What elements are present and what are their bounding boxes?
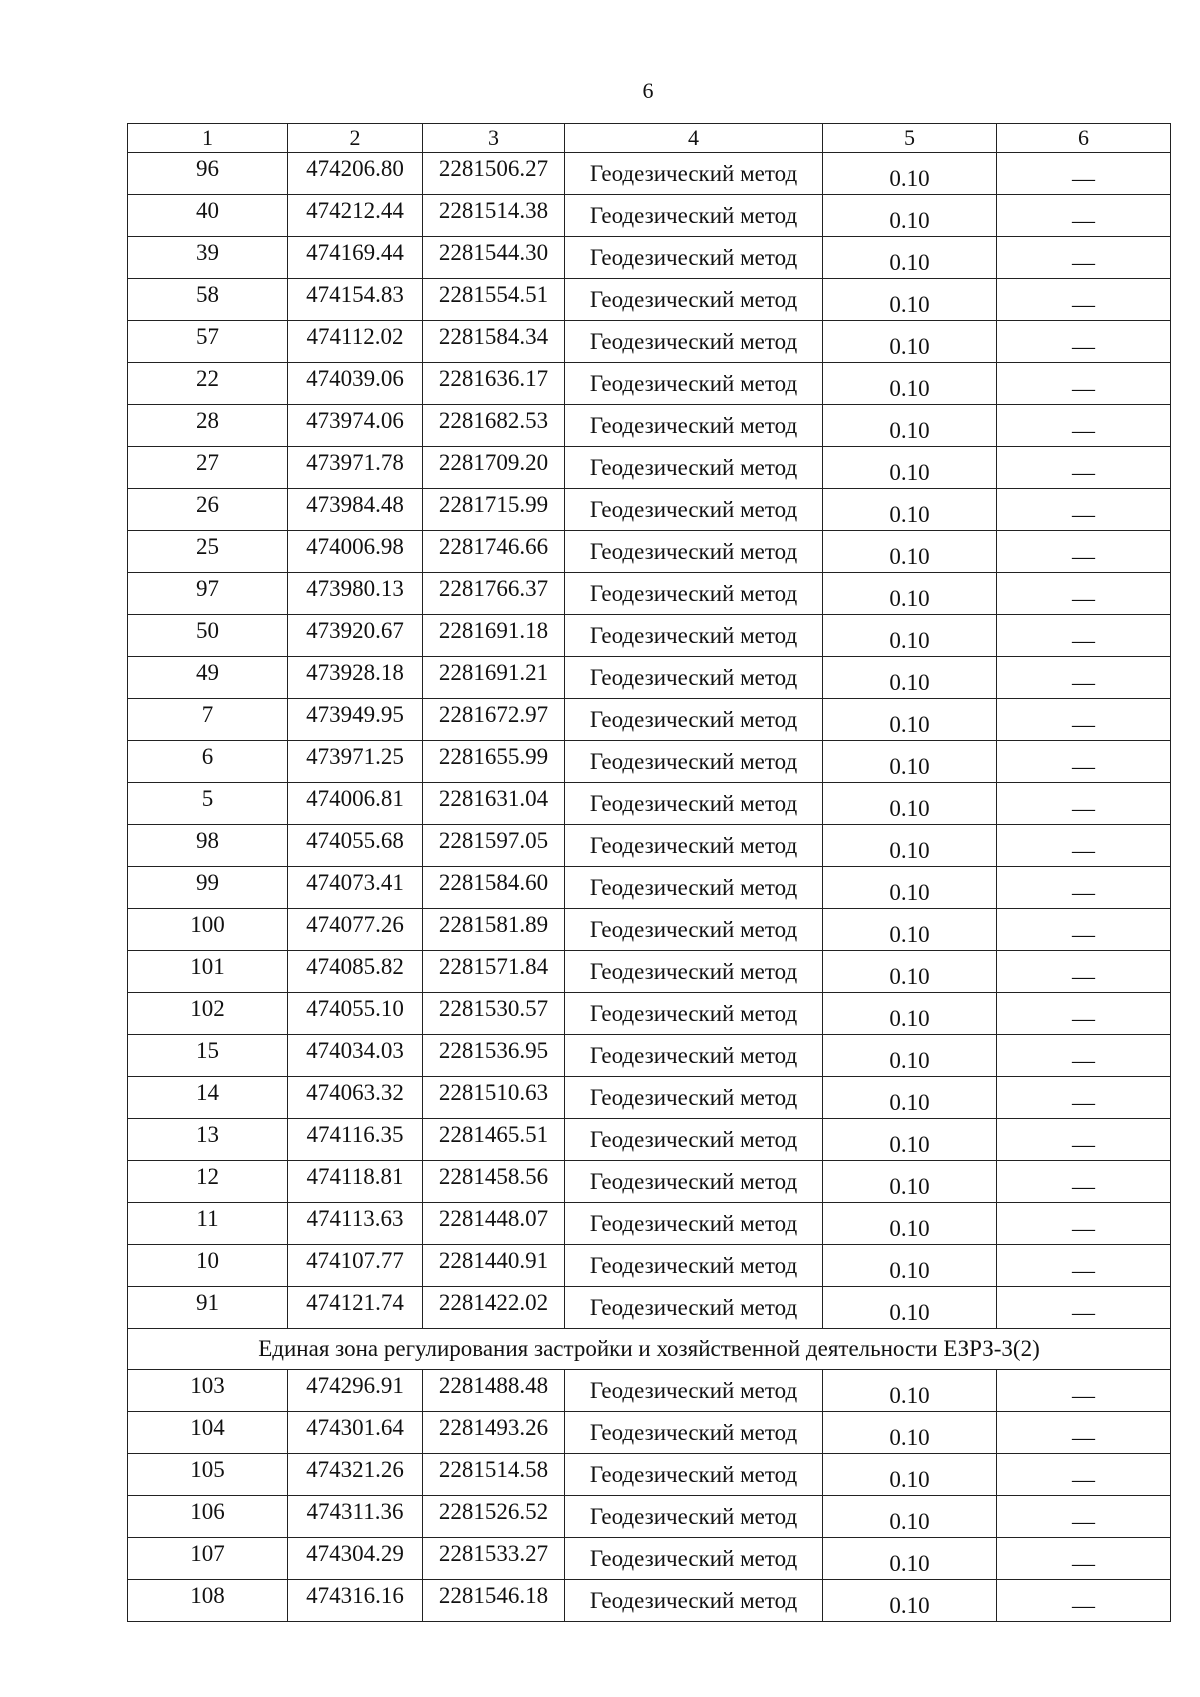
point-number-cell: 40 (128, 195, 288, 237)
method-cell: Геодезический метод (565, 1119, 823, 1161)
column-header-1: 1 (128, 124, 288, 153)
y-coordinate-cell: 2281536.95 (423, 1035, 565, 1077)
x-coordinate-cell: 474121.74 (288, 1287, 423, 1329)
point-number-cell: 97 (128, 573, 288, 615)
accuracy-cell: 0.10 (823, 1287, 997, 1329)
column-header-6: 6 (997, 124, 1171, 153)
y-coordinate-cell: 2281488.48 (423, 1370, 565, 1412)
table-row (128, 1245, 1171, 1287)
accuracy-cell: 0.10 (823, 531, 997, 573)
x-coordinate-cell: 474301.64 (288, 1412, 423, 1454)
method-cell: Геодезический метод (565, 951, 823, 993)
method-cell: Геодезический метод (565, 531, 823, 573)
x-coordinate-cell: 474085.82 (288, 951, 423, 993)
y-coordinate-cell: 2281544.30 (423, 237, 565, 279)
x-coordinate-cell: 473980.13 (288, 573, 423, 615)
table-row (128, 195, 1171, 237)
y-coordinate-cell: 2281514.58 (423, 1454, 565, 1496)
y-coordinate-cell: 2281506.27 (423, 153, 565, 195)
x-coordinate-cell: 474107.77 (288, 1245, 423, 1287)
method-cell: Геодезический метод (565, 783, 823, 825)
zone-title: Единая зона регулирования застройки и хозяйственной деятельности ЕЗРЗ-3(2) (128, 1329, 1171, 1370)
x-coordinate-cell: 473920.67 (288, 615, 423, 657)
x-coordinate-cell: 473971.25 (288, 741, 423, 783)
x-coordinate-cell: 474154.83 (288, 279, 423, 321)
accuracy-cell: 0.10 (823, 447, 997, 489)
point-number-cell: 98 (128, 825, 288, 867)
table-row (128, 573, 1171, 615)
x-coordinate-cell: 473984.48 (288, 489, 423, 531)
table-row (128, 1161, 1171, 1203)
x-coordinate-cell: 474113.63 (288, 1203, 423, 1245)
table-row (128, 1077, 1171, 1119)
accuracy-cell: 0.10 (823, 321, 997, 363)
table-row (128, 279, 1171, 321)
note-cell: — (997, 951, 1171, 993)
note-cell: — (997, 1580, 1171, 1622)
point-number-cell: 103 (128, 1370, 288, 1412)
point-number-cell: 105 (128, 1454, 288, 1496)
x-coordinate-cell: 474116.35 (288, 1119, 423, 1161)
point-number-cell: 5 (128, 783, 288, 825)
note-cell: — (997, 825, 1171, 867)
accuracy-cell: 0.10 (823, 1161, 997, 1203)
point-number-cell: 50 (128, 615, 288, 657)
table-row (128, 237, 1171, 279)
table-header-row (128, 124, 1171, 153)
y-coordinate-cell: 2281584.34 (423, 321, 565, 363)
accuracy-cell: 0.10 (823, 1538, 997, 1580)
y-coordinate-cell: 2281682.53 (423, 405, 565, 447)
method-cell: Геодезический метод (565, 363, 823, 405)
x-coordinate-cell: 474055.10 (288, 993, 423, 1035)
method-cell: Геодезический метод (565, 1370, 823, 1412)
point-number-cell: 27 (128, 447, 288, 489)
table-row (128, 321, 1171, 363)
x-coordinate-cell: 474077.26 (288, 909, 423, 951)
y-coordinate-cell: 2281691.21 (423, 657, 565, 699)
accuracy-cell: 0.10 (823, 153, 997, 195)
note-cell: — (997, 573, 1171, 615)
y-coordinate-cell: 2281422.02 (423, 1287, 565, 1329)
table-row (128, 993, 1171, 1035)
note-cell: — (997, 1035, 1171, 1077)
method-cell: Геодезический метод (565, 741, 823, 783)
point-number-cell: 22 (128, 363, 288, 405)
note-cell: — (997, 867, 1171, 909)
point-number-cell: 13 (128, 1119, 288, 1161)
column-header-3: 3 (423, 124, 565, 153)
table-row (128, 447, 1171, 489)
method-cell: Геодезический метод (565, 657, 823, 699)
accuracy-cell: 0.10 (823, 657, 997, 699)
accuracy-cell: 0.10 (823, 825, 997, 867)
table-row (128, 1412, 1171, 1454)
note-cell: — (997, 909, 1171, 951)
y-coordinate-cell: 2281715.99 (423, 489, 565, 531)
table-row (128, 1580, 1171, 1622)
y-coordinate-cell: 2281458.56 (423, 1161, 565, 1203)
x-coordinate-cell: 473971.78 (288, 447, 423, 489)
table-row (128, 1035, 1171, 1077)
table-row (128, 489, 1171, 531)
y-coordinate-cell: 2281526.52 (423, 1496, 565, 1538)
x-coordinate-cell: 474039.06 (288, 363, 423, 405)
x-coordinate-cell: 474006.98 (288, 531, 423, 573)
x-coordinate-cell: 474304.29 (288, 1538, 423, 1580)
accuracy-cell: 0.10 (823, 741, 997, 783)
table-row (128, 1119, 1171, 1161)
x-coordinate-cell: 473974.06 (288, 405, 423, 447)
table-row (128, 741, 1171, 783)
accuracy-cell: 0.10 (823, 1245, 997, 1287)
point-number-cell: 104 (128, 1412, 288, 1454)
table-row (128, 153, 1171, 195)
x-coordinate-cell: 474034.03 (288, 1035, 423, 1077)
column-header-2: 2 (288, 124, 423, 153)
table-row (128, 1203, 1171, 1245)
method-cell: Геодезический метод (565, 1035, 823, 1077)
x-coordinate-cell: 473928.18 (288, 657, 423, 699)
accuracy-cell: 0.10 (823, 951, 997, 993)
table-row (128, 531, 1171, 573)
note-cell: — (997, 1287, 1171, 1329)
accuracy-cell: 0.10 (823, 1370, 997, 1412)
point-number-cell: 58 (128, 279, 288, 321)
y-coordinate-cell: 2281746.66 (423, 531, 565, 573)
y-coordinate-cell: 2281655.99 (423, 741, 565, 783)
y-coordinate-cell: 2281636.17 (423, 363, 565, 405)
accuracy-cell: 0.10 (823, 699, 997, 741)
point-number-cell: 25 (128, 531, 288, 573)
note-cell: — (997, 1496, 1171, 1538)
note-cell: — (997, 531, 1171, 573)
note-cell: — (997, 741, 1171, 783)
x-coordinate-cell: 473949.95 (288, 699, 423, 741)
x-coordinate-cell: 474206.80 (288, 153, 423, 195)
method-cell: Геодезический метод (565, 1203, 823, 1245)
note-cell: — (997, 1203, 1171, 1245)
y-coordinate-cell: 2281554.51 (423, 279, 565, 321)
point-number-cell: 15 (128, 1035, 288, 1077)
method-cell: Геодезический метод (565, 1077, 823, 1119)
method-cell: Геодезический метод (565, 825, 823, 867)
note-cell: — (997, 195, 1171, 237)
method-cell: Геодезический метод (565, 195, 823, 237)
accuracy-cell: 0.10 (823, 1496, 997, 1538)
point-number-cell: 101 (128, 951, 288, 993)
note-cell: — (997, 321, 1171, 363)
method-cell: Геодезический метод (565, 447, 823, 489)
point-number-cell: 26 (128, 489, 288, 531)
method-cell: Геодезический метод (565, 1412, 823, 1454)
note-cell: — (997, 237, 1171, 279)
page-number: 6 (642, 78, 654, 103)
point-number-cell: 108 (128, 1580, 288, 1622)
note-cell: — (997, 447, 1171, 489)
accuracy-cell: 0.10 (823, 1119, 997, 1161)
y-coordinate-cell: 2281581.89 (423, 909, 565, 951)
table-row (128, 699, 1171, 741)
note-cell: — (997, 1119, 1171, 1161)
method-cell: Геодезический метод (565, 405, 823, 447)
method-cell: Геодезический метод (565, 153, 823, 195)
method-cell: Геодезический метод (565, 1454, 823, 1496)
y-coordinate-cell: 2281493.26 (423, 1412, 565, 1454)
point-number-cell: 10 (128, 1245, 288, 1287)
point-number-cell: 106 (128, 1496, 288, 1538)
zone-title-row (128, 1329, 1171, 1370)
method-cell: Геодезический метод (565, 699, 823, 741)
y-coordinate-cell: 2281584.60 (423, 867, 565, 909)
point-number-cell: 12 (128, 1161, 288, 1203)
accuracy-cell: 0.10 (823, 993, 997, 1035)
table-row (128, 363, 1171, 405)
table-row (128, 1370, 1171, 1412)
method-cell: Геодезический метод (565, 1580, 823, 1622)
accuracy-cell: 0.10 (823, 1077, 997, 1119)
x-coordinate-cell: 474316.16 (288, 1580, 423, 1622)
column-header-4: 4 (565, 124, 823, 153)
accuracy-cell: 0.10 (823, 237, 997, 279)
table-row (128, 657, 1171, 699)
x-coordinate-cell: 474055.68 (288, 825, 423, 867)
method-cell: Геодезический метод (565, 237, 823, 279)
accuracy-cell: 0.10 (823, 1454, 997, 1496)
accuracy-cell: 0.10 (823, 1580, 997, 1622)
note-cell: — (997, 1412, 1171, 1454)
y-coordinate-cell: 2281448.07 (423, 1203, 565, 1245)
y-coordinate-cell: 2281530.57 (423, 993, 565, 1035)
x-coordinate-cell: 474169.44 (288, 237, 423, 279)
table-row (128, 1538, 1171, 1580)
accuracy-cell: 0.10 (823, 573, 997, 615)
method-cell: Геодезический метод (565, 909, 823, 951)
x-coordinate-cell: 474321.26 (288, 1454, 423, 1496)
accuracy-cell: 0.10 (823, 195, 997, 237)
table-row (128, 1454, 1171, 1496)
table-row (128, 867, 1171, 909)
point-number-cell: 102 (128, 993, 288, 1035)
note-cell: — (997, 489, 1171, 531)
y-coordinate-cell: 2281440.91 (423, 1245, 565, 1287)
note-cell: — (997, 153, 1171, 195)
y-coordinate-cell: 2281691.18 (423, 615, 565, 657)
y-coordinate-cell: 2281571.84 (423, 951, 565, 993)
y-coordinate-cell: 2281766.37 (423, 573, 565, 615)
y-coordinate-cell: 2281672.97 (423, 699, 565, 741)
coordinates-table-container (127, 123, 1170, 1622)
table-row (128, 1496, 1171, 1538)
accuracy-cell: 0.10 (823, 489, 997, 531)
x-coordinate-cell: 474118.81 (288, 1161, 423, 1203)
accuracy-cell: 0.10 (823, 279, 997, 321)
y-coordinate-cell: 2281546.18 (423, 1580, 565, 1622)
point-number-cell: 91 (128, 1287, 288, 1329)
y-coordinate-cell: 2281533.27 (423, 1538, 565, 1580)
accuracy-cell: 0.10 (823, 1035, 997, 1077)
x-coordinate-cell: 474112.02 (288, 321, 423, 363)
note-cell: — (997, 1370, 1171, 1412)
point-number-cell: 49 (128, 657, 288, 699)
table-row (128, 615, 1171, 657)
table-row (128, 405, 1171, 447)
point-number-cell: 57 (128, 321, 288, 363)
note-cell: — (997, 405, 1171, 447)
point-number-cell: 100 (128, 909, 288, 951)
point-number-cell: 28 (128, 405, 288, 447)
note-cell: — (997, 1161, 1171, 1203)
table-row (128, 783, 1171, 825)
coordinates-table (127, 123, 1171, 1622)
accuracy-cell: 0.10 (823, 783, 997, 825)
column-header-5: 5 (823, 124, 997, 153)
accuracy-cell: 0.10 (823, 405, 997, 447)
accuracy-cell: 0.10 (823, 867, 997, 909)
point-number-cell: 14 (128, 1077, 288, 1119)
x-coordinate-cell: 474063.32 (288, 1077, 423, 1119)
table-row (128, 1287, 1171, 1329)
x-coordinate-cell: 474212.44 (288, 195, 423, 237)
x-coordinate-cell: 474073.41 (288, 867, 423, 909)
method-cell: Геодезический метод (565, 1287, 823, 1329)
x-coordinate-cell: 474296.91 (288, 1370, 423, 1412)
point-number-cell: 99 (128, 867, 288, 909)
accuracy-cell: 0.10 (823, 909, 997, 951)
note-cell: — (997, 1245, 1171, 1287)
table-row (128, 909, 1171, 951)
note-cell: — (997, 699, 1171, 741)
method-cell: Геодезический метод (565, 573, 823, 615)
accuracy-cell: 0.10 (823, 615, 997, 657)
table-row (128, 951, 1171, 993)
method-cell: Геодезический метод (565, 867, 823, 909)
y-coordinate-cell: 2281514.38 (423, 195, 565, 237)
note-cell: — (997, 993, 1171, 1035)
point-number-cell: 11 (128, 1203, 288, 1245)
note-cell: — (997, 657, 1171, 699)
y-coordinate-cell: 2281465.51 (423, 1119, 565, 1161)
method-cell: Геодезический метод (565, 993, 823, 1035)
point-number-cell: 6 (128, 741, 288, 783)
y-coordinate-cell: 2281631.04 (423, 783, 565, 825)
method-cell: Геодезический метод (565, 1245, 823, 1287)
point-number-cell: 107 (128, 1538, 288, 1580)
y-coordinate-cell: 2281597.05 (423, 825, 565, 867)
method-cell: Геодезический метод (565, 321, 823, 363)
accuracy-cell: 0.10 (823, 1412, 997, 1454)
note-cell: — (997, 1454, 1171, 1496)
note-cell: — (997, 1538, 1171, 1580)
note-cell: — (997, 615, 1171, 657)
x-coordinate-cell: 474311.36 (288, 1496, 423, 1538)
x-coordinate-cell: 474006.81 (288, 783, 423, 825)
method-cell: Геодезический метод (565, 615, 823, 657)
method-cell: Геодезический метод (565, 279, 823, 321)
y-coordinate-cell: 2281709.20 (423, 447, 565, 489)
point-number-cell: 96 (128, 153, 288, 195)
accuracy-cell: 0.10 (823, 1203, 997, 1245)
accuracy-cell: 0.10 (823, 363, 997, 405)
y-coordinate-cell: 2281510.63 (423, 1077, 565, 1119)
method-cell: Геодезический метод (565, 1161, 823, 1203)
method-cell: Геодезический метод (565, 489, 823, 531)
method-cell: Геодезический метод (565, 1538, 823, 1580)
note-cell: — (997, 279, 1171, 321)
table-row (128, 825, 1171, 867)
point-number-cell: 39 (128, 237, 288, 279)
note-cell: — (997, 783, 1171, 825)
note-cell: — (997, 363, 1171, 405)
point-number-cell: 7 (128, 699, 288, 741)
note-cell: — (997, 1077, 1171, 1119)
method-cell: Геодезический метод (565, 1496, 823, 1538)
